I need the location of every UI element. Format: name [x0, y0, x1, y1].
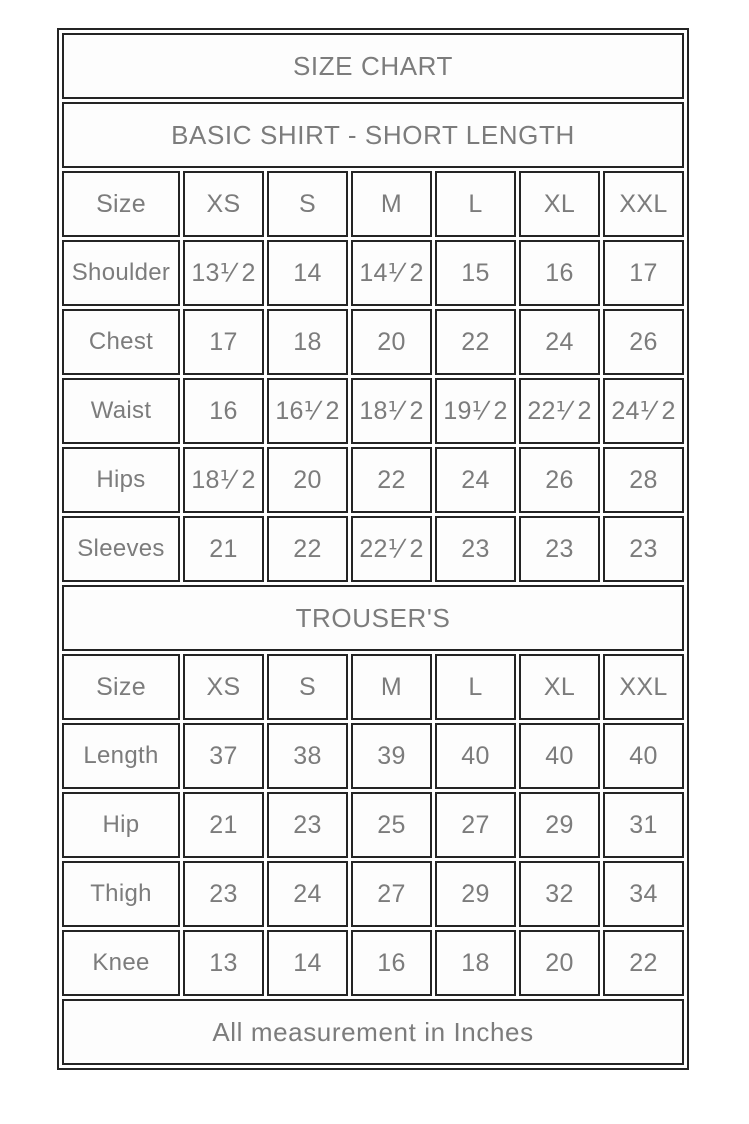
table-row — [62, 792, 684, 858]
section-header: TROUSER'S — [62, 585, 684, 651]
table-row — [62, 309, 684, 375]
value-cell: 17 — [603, 240, 684, 306]
value-cell: 40 — [435, 723, 516, 789]
value-cell: 16 — [351, 930, 432, 996]
value-cell: 20 — [267, 447, 348, 513]
value-cell: 19⅟ 2 — [435, 378, 516, 444]
value-cell: 18⅟ 2 — [351, 378, 432, 444]
value-cell: 24⅟ 2 — [603, 378, 684, 444]
value-cell: 23 — [519, 516, 600, 582]
table-row — [62, 723, 684, 789]
value-cell: 22 — [351, 447, 432, 513]
table-row — [62, 861, 684, 927]
column-header-row — [62, 171, 684, 237]
value-cell: 22⅟ 2 — [351, 516, 432, 582]
column-header-s: S — [267, 654, 348, 720]
table-row — [62, 516, 684, 582]
row-label: Shoulder — [62, 240, 180, 306]
row-label: Thigh — [62, 861, 180, 927]
column-header-xs: XS — [183, 654, 264, 720]
row-label: Knee — [62, 930, 180, 996]
value-cell: 18 — [435, 930, 516, 996]
value-cell: 29 — [519, 792, 600, 858]
table-row — [62, 240, 684, 306]
table-row — [62, 378, 684, 444]
value-cell: 27 — [435, 792, 516, 858]
column-header-m: M — [351, 171, 432, 237]
column-header-row — [62, 654, 684, 720]
value-cell: 34 — [603, 861, 684, 927]
value-cell: 13⅟ 2 — [183, 240, 264, 306]
column-header-s: S — [267, 171, 348, 237]
column-header-xxl: XXL — [603, 171, 684, 237]
value-cell: 24 — [519, 309, 600, 375]
value-cell: 29 — [435, 861, 516, 927]
column-header-xl: XL — [519, 654, 600, 720]
value-cell: 22 — [603, 930, 684, 996]
value-cell: 14 — [267, 240, 348, 306]
value-cell: 18 — [267, 309, 348, 375]
value-cell: 39 — [351, 723, 432, 789]
value-cell: 22 — [267, 516, 348, 582]
table-row — [62, 447, 684, 513]
value-cell: 40 — [519, 723, 600, 789]
value-cell: 23 — [435, 516, 516, 582]
size-chart-table — [57, 28, 689, 1070]
row-label: Length — [62, 723, 180, 789]
value-cell: 32 — [519, 861, 600, 927]
section-header: BASIC SHIRT - SHORT LENGTH — [62, 102, 684, 168]
value-cell: 24 — [267, 861, 348, 927]
value-cell: 26 — [603, 309, 684, 375]
value-cell: 22 — [435, 309, 516, 375]
column-header-l: L — [435, 171, 516, 237]
value-cell: 15 — [435, 240, 516, 306]
value-cell: 20 — [351, 309, 432, 375]
column-header-m: M — [351, 654, 432, 720]
value-cell: 27 — [351, 861, 432, 927]
footer-row — [62, 999, 684, 1065]
column-header-xs: XS — [183, 171, 264, 237]
section-header-row — [62, 102, 684, 168]
value-cell: 22⅟ 2 — [519, 378, 600, 444]
value-cell: 40 — [603, 723, 684, 789]
row-label: Sleeves — [62, 516, 180, 582]
footer-note: All measurement in Inches — [62, 999, 684, 1065]
value-cell: 16 — [183, 378, 264, 444]
table-row — [62, 930, 684, 996]
value-cell: 13 — [183, 930, 264, 996]
value-cell: 28 — [603, 447, 684, 513]
column-header-l: L — [435, 654, 516, 720]
column-header-xl: XL — [519, 171, 600, 237]
value-cell: 37 — [183, 723, 264, 789]
value-cell: 21 — [183, 516, 264, 582]
value-cell: 16⅟ 2 — [267, 378, 348, 444]
value-cell: 23 — [603, 516, 684, 582]
row-label: Hips — [62, 447, 180, 513]
value-cell: 24 — [435, 447, 516, 513]
row-label: Waist — [62, 378, 180, 444]
value-cell: 23 — [183, 861, 264, 927]
size-column-header: Size — [62, 171, 180, 237]
row-label: Hip — [62, 792, 180, 858]
chart-title: SIZE CHART — [62, 33, 684, 99]
value-cell: 26 — [519, 447, 600, 513]
value-cell: 18⅟ 2 — [183, 447, 264, 513]
row-label: Chest — [62, 309, 180, 375]
chart-title-row — [62, 33, 684, 99]
value-cell: 14 — [267, 930, 348, 996]
value-cell: 14⅟ 2 — [351, 240, 432, 306]
value-cell: 16 — [519, 240, 600, 306]
value-cell: 31 — [603, 792, 684, 858]
value-cell: 17 — [183, 309, 264, 375]
size-column-header: Size — [62, 654, 180, 720]
value-cell: 38 — [267, 723, 348, 789]
value-cell: 20 — [519, 930, 600, 996]
value-cell: 25 — [351, 792, 432, 858]
size-chart-body — [62, 33, 684, 1065]
column-header-xxl: XXL — [603, 654, 684, 720]
value-cell: 21 — [183, 792, 264, 858]
value-cell: 23 — [267, 792, 348, 858]
section-header-row — [62, 585, 684, 651]
